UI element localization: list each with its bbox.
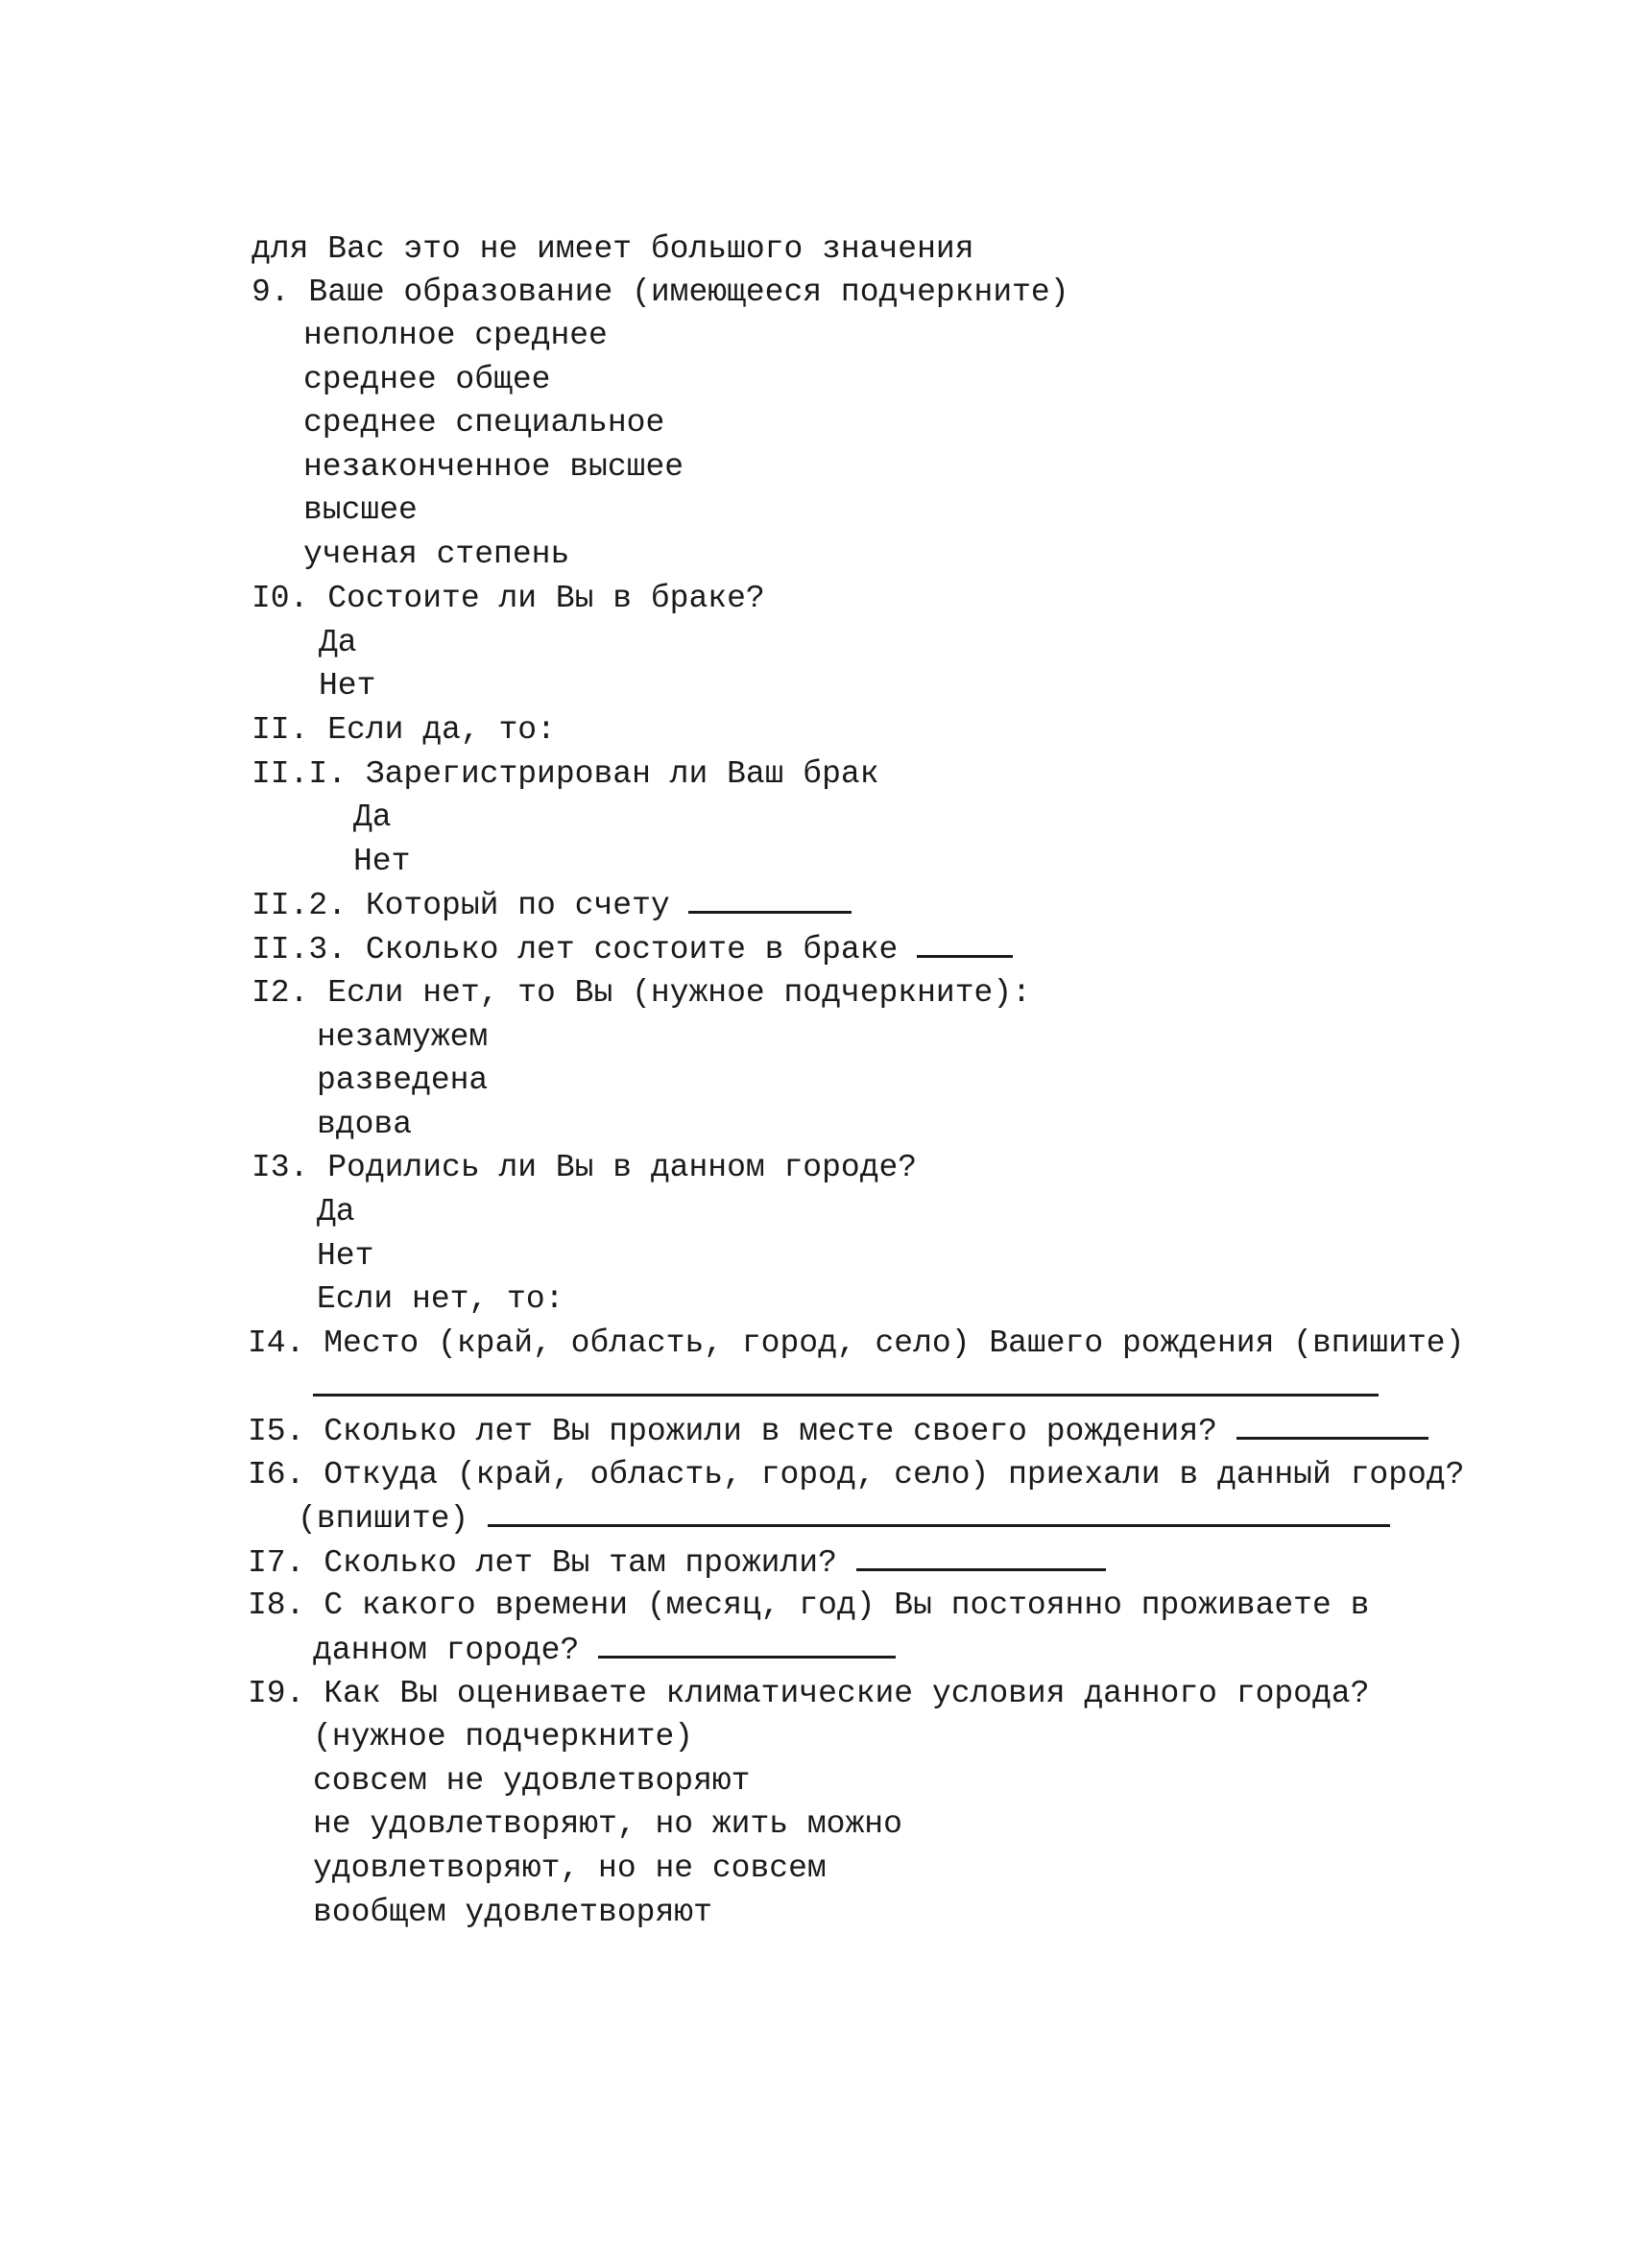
- option-text: незаконченное высшее: [303, 449, 684, 485]
- question-text: II.3. Сколько лет состоите в браке: [252, 932, 899, 967]
- option-text: Нет: [353, 844, 411, 879]
- question-15: [248, 1412, 1428, 1450]
- question-12: I2. Если нет, то Вы (нужное подчеркните):: [252, 975, 1031, 1011]
- answer-line[interactable]: [313, 1394, 1379, 1397]
- option-text: Да: [353, 800, 392, 835]
- option-text: Нет: [319, 668, 376, 704]
- note-text: Если нет, то:: [317, 1281, 564, 1317]
- question-10: I0. Состоите ли Вы в браке?: [252, 581, 765, 616]
- answer-blank[interactable]: [917, 930, 1013, 958]
- question-19: I9. Как Вы оцениваете климатические условия данного города?: [248, 1676, 1370, 1711]
- text-line: для Вас это не имеет большого значения: [252, 231, 974, 267]
- option-text: Нет: [317, 1238, 374, 1274]
- question-text: (впишите): [298, 1501, 469, 1537]
- option-text: высшее: [303, 492, 418, 528]
- option-text: удовлетворяют, но не совсем: [313, 1850, 827, 1886]
- question-13: I3. Родились ли Вы в данном городе?: [252, 1150, 918, 1185]
- option-text: среднее общее: [303, 362, 551, 397]
- answer-blank[interactable]: [1236, 1412, 1428, 1440]
- question-11-3: [252, 930, 1013, 968]
- question-11-1: II.I. Зарегистрирован ли Ваш брак: [252, 756, 879, 792]
- question-11-2: [252, 886, 852, 924]
- answer-blank[interactable]: [598, 1631, 896, 1659]
- option-text: Да: [317, 1194, 355, 1229]
- question-text: I5. Сколько лет Вы прожили в месте своего рождения?: [248, 1414, 1217, 1449]
- option-text: ученая степень: [303, 537, 570, 572]
- option-text: незамужем: [317, 1019, 489, 1055]
- question-16: I6. Откуда (край, область, город, село) приехали в данный город?: [248, 1457, 1465, 1492]
- option-text: вдова: [317, 1107, 413, 1142]
- question-16-continuation: [298, 1499, 1390, 1538]
- question-18-continuation: [313, 1631, 896, 1669]
- option-text: совсем не удовлетворяют: [313, 1763, 751, 1799]
- option-text: Да: [319, 625, 357, 660]
- instruction-text: (нужное подчеркните): [313, 1719, 694, 1755]
- option-text: среднее специальное: [303, 405, 665, 441]
- option-text: неполное среднее: [303, 318, 608, 353]
- question-text: II.2. Который по счету: [252, 888, 670, 923]
- option-text: вообщем удовлетворяют: [313, 1895, 712, 1930]
- question-11: II. Если да, то:: [252, 712, 556, 748]
- question-9: 9. Ваше образование (имеющееся подчеркните): [252, 275, 1069, 310]
- option-text: не удовлетворяют, но жить можно: [313, 1806, 902, 1842]
- option-text: разведена: [317, 1062, 489, 1098]
- answer-blank[interactable]: [688, 886, 852, 914]
- answer-blank[interactable]: [488, 1499, 1390, 1527]
- question-14: I4. Место (край, область, город, село) Вашего рождения (впишите): [248, 1325, 1465, 1361]
- question-18: I8. С какого времени (месяц, год) Вы постоянно проживаете в: [248, 1588, 1370, 1623]
- answer-blank[interactable]: [856, 1543, 1106, 1571]
- question-text: I7. Сколько лет Вы там прожили?: [248, 1545, 837, 1581]
- question-17: [248, 1543, 1106, 1582]
- question-text: данном городе?: [313, 1633, 580, 1668]
